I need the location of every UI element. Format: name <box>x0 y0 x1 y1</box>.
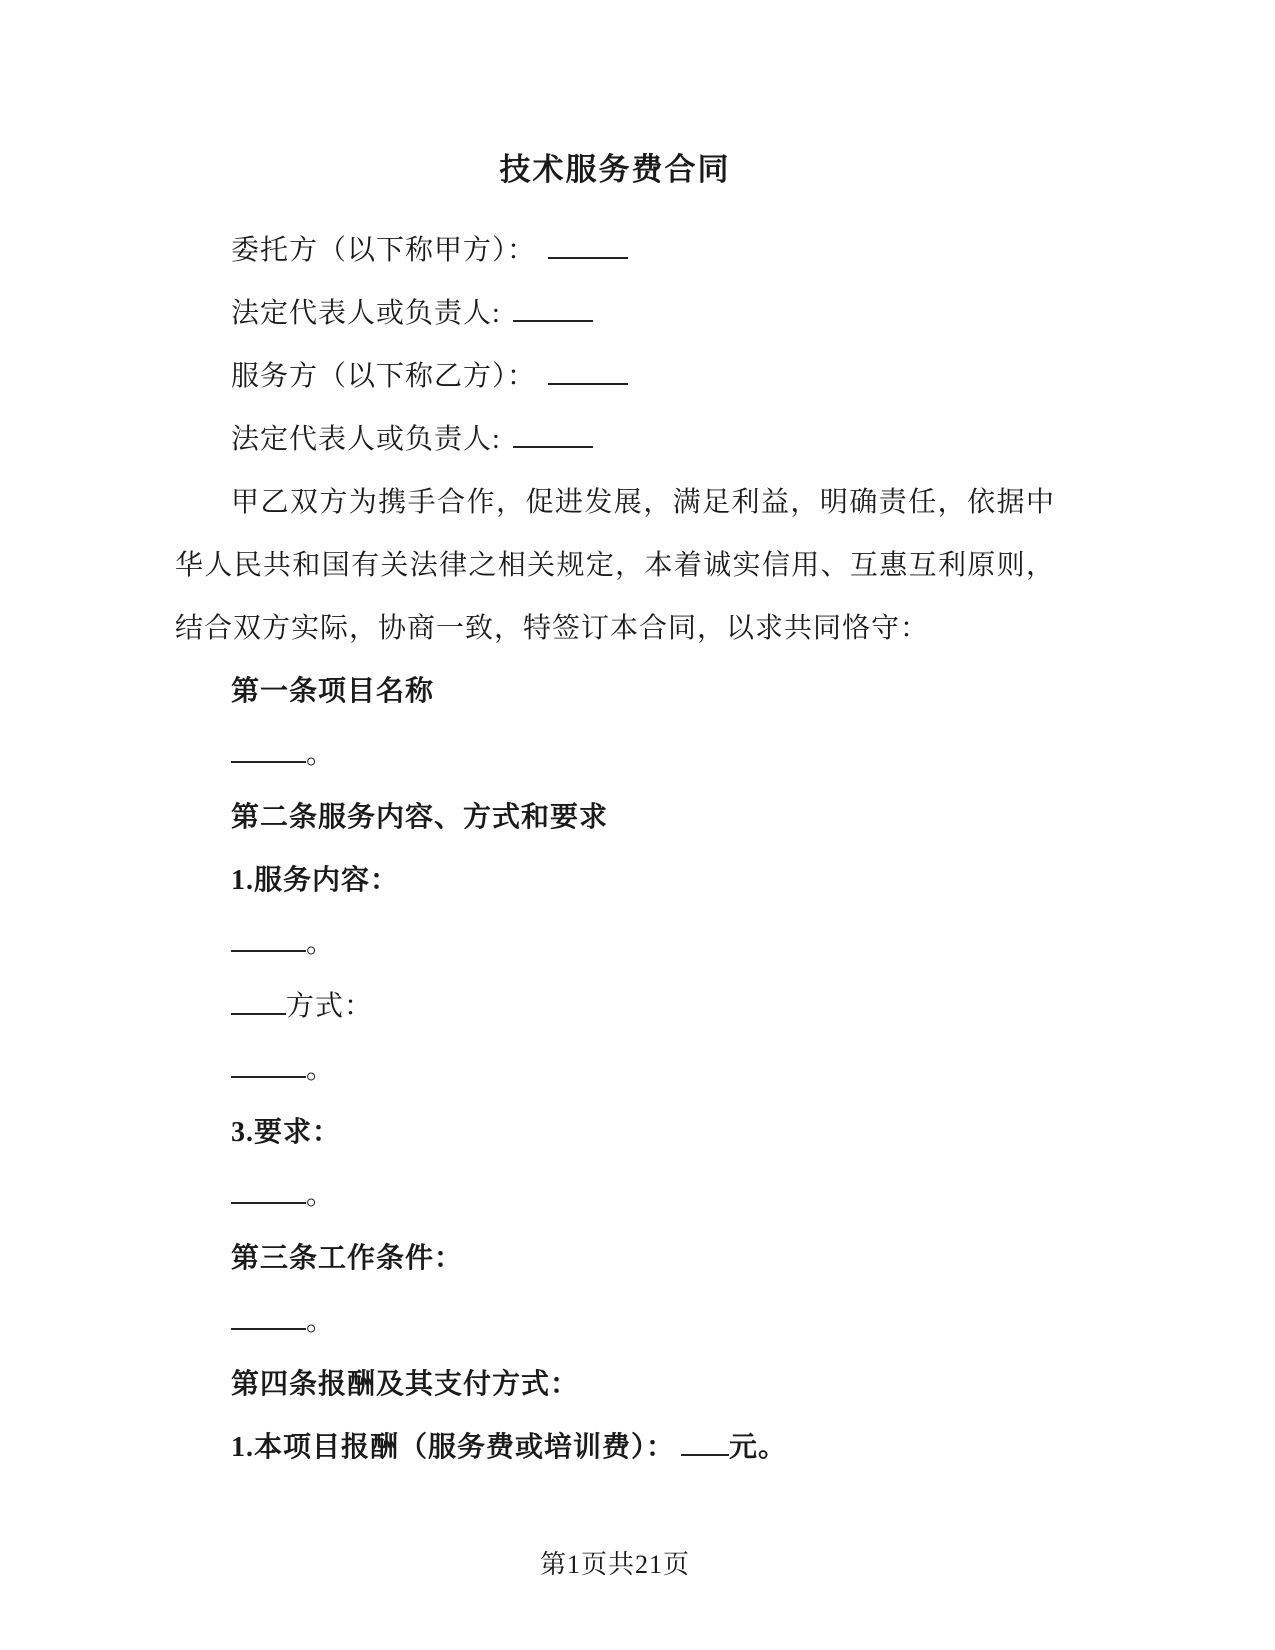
section-2-item-1-heading: 1.服务内容： <box>231 865 400 896</box>
document-content <box>175 139 1055 1479</box>
sentence-period: 。 <box>306 1180 336 1211</box>
fill-in-blank <box>548 229 628 259</box>
blank-sentence-line <box>175 723 1055 786</box>
fill-in-blank <box>231 1300 306 1330</box>
field-label-legal-rep-2: 法定代表人或负责人: <box>231 424 501 455</box>
blank-sentence-line <box>175 1164 1055 1227</box>
blank-sentence-line <box>175 1290 1055 1353</box>
fill-in-blank <box>231 922 306 952</box>
fee-line <box>175 1416 1055 1479</box>
section-2-item-3-heading: 3.要求： <box>231 1117 342 1148</box>
field-label-legal-rep-1: 法定代表人或负责人: <box>231 298 501 329</box>
fill-in-blank <box>513 418 593 448</box>
fill-in-blank <box>681 1426 729 1456</box>
blank-sentence-line <box>175 912 1055 975</box>
field-line-legal-rep-2 <box>175 408 1055 471</box>
sentence-period: 。 <box>306 1054 336 1085</box>
fee-unit: 元。 <box>729 1432 788 1463</box>
section-3-heading: 第三条工作条件： <box>231 1243 464 1274</box>
fill-in-blank <box>231 1048 306 1078</box>
field-label-client: 委托方（以下称甲方）： <box>231 235 537 266</box>
fill-in-blank <box>231 1174 306 1204</box>
field-line-client <box>175 219 1055 282</box>
mode-label: 方式： <box>286 991 374 1022</box>
field-line-service-provider <box>175 345 1055 408</box>
blank-sentence-line <box>175 1038 1055 1101</box>
field-line-legal-rep-1 <box>175 282 1055 345</box>
sentence-period: 。 <box>306 928 336 959</box>
fill-in-blank <box>231 733 306 763</box>
fill-in-blank <box>513 292 593 322</box>
preamble-paragraph: 甲乙双方为携手合作，促进发展，满足利益，明确责任，依据中华人民共和国有关法律之相关规定，本着诚实信用、互惠互利原则，结合双方实际，协商一致，特签订本合同，以求共同恪守： <box>175 487 1055 644</box>
section-2-heading: 第二条服务内容、方式和要求 <box>231 802 609 833</box>
fee-label: 1.本项目报酬（服务费或培训费）： <box>231 1432 676 1463</box>
section-1-heading: 第一条项目名称 <box>231 676 435 707</box>
sentence-period: 。 <box>306 1306 336 1337</box>
document-title: 技术服务费合同 <box>499 152 731 187</box>
section-4-heading: 第四条报酬及其支付方式： <box>231 1369 580 1400</box>
fill-in-blank <box>231 985 286 1015</box>
mode-line <box>175 975 1055 1038</box>
fill-in-blank <box>548 355 628 385</box>
sentence-period: 。 <box>306 739 336 770</box>
field-label-service-provider: 服务方（以下称乙方）： <box>231 361 537 392</box>
page-number: 第1页共21页 <box>539 1550 690 1579</box>
